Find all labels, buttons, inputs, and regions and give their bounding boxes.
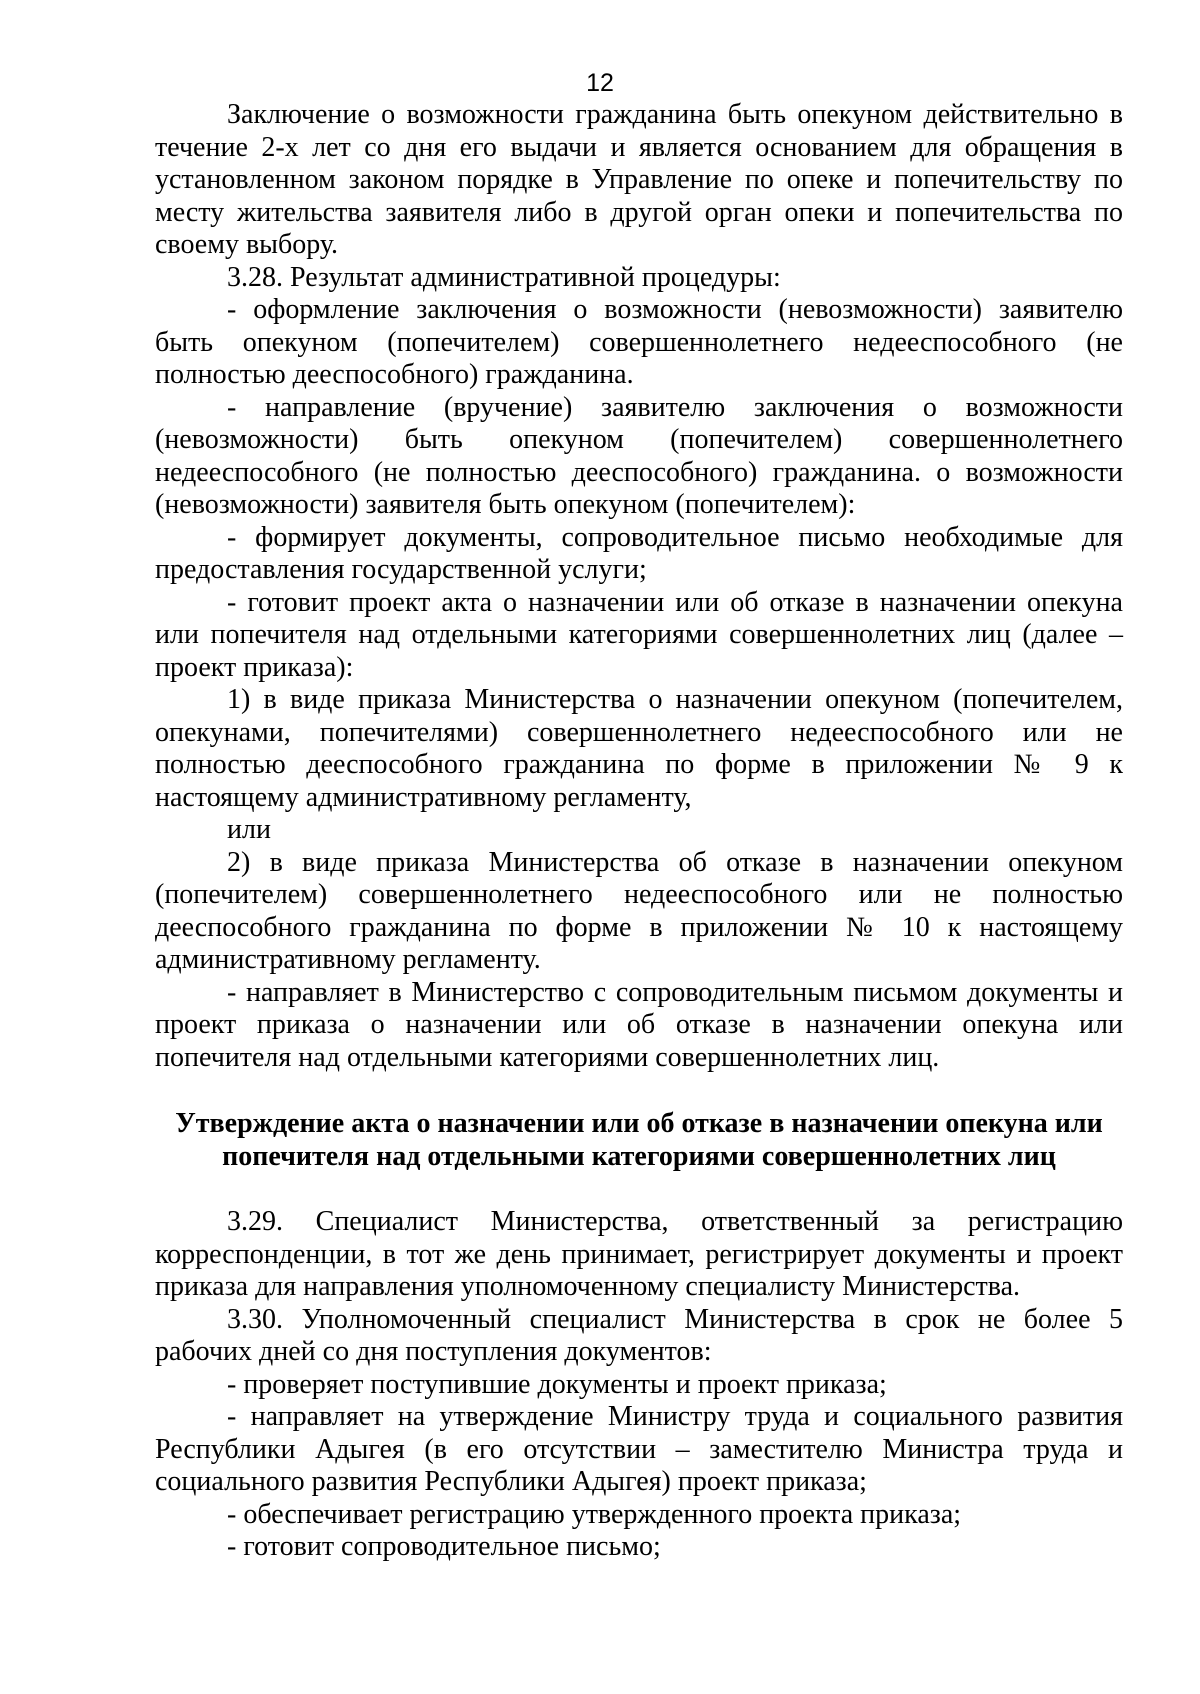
paragraph-3-29: 3.29. Специалист Министерства, ответственный за регистрацию корреспонденции, в тот же день принимает, регистрирует документы и проект приказа для направления уполномоченному специалисту Министерства. [155,1206,1123,1302]
paragraph-3-30: 3.30. Уполномоченный специалист Министерства в срок не более 5 рабочих дней со дня поступления документов: [155,1303,1123,1367]
paragraph-prepares-draft: - готовит проект акта о назначении или об отказе в назначении опекуна или попечителя над отдельными категориями совершеннолетних лиц (далее – проект приказа): [155,586,1123,683]
section-heading-line-2: попечителя над отдельными категориями совершеннолетних лиц [222,1140,1056,1172]
paragraph-or: или [227,814,271,845]
paragraph-checks-documents: - проверяет поступившие документы и проект приказа; [227,1368,887,1400]
section-heading [155,1108,1123,1173]
paragraph-3-28-title: 3.28. Результат административной процедуры: [227,261,781,293]
paragraph-sends-to-ministry: - направляет в Министерство с сопроводительным письмом документы и проект приказа о назначении или об отказе в назначении опекуна или попечителя над отдельными категориями совершеннолетних лиц. [155,976,1123,1073]
paragraph-ensures-registration: - обеспечивает регистрацию утвержденного проекта приказа; [227,1498,962,1530]
page-number: 12 [586,69,614,97]
paragraph-result-item-2: - направление (вручение) заявителю заключения о возможности (невозможности) быть опекуном (попечителем) совершеннолетнего недееспособного (не полностью дееспособного) гражданина. о возможности (невозможности) заявителя быть опекуном (попечителем): [155,391,1123,520]
paragraph-sends-for-approval: - направляет на утверждение Министру труда и социального развития Республики Адыгея (в его отсутствии – заместителю Министра труда и социального развития Республики Адыгея) проект приказа; [155,1401,1123,1497]
paragraph-prepares-letter: - готовит сопроводительное письмо; [227,1531,661,1562]
paragraph-forms-documents: - формирует документы, сопроводительное письмо необходимые для предоставления государственной услуги; [155,521,1123,585]
paragraph-result-item-1: - оформление заключения о возможности (невозможности) заявителю быть опекуном (попечителем) совершеннолетнего недееспособного (не полностью дееспособного) гражданина. [155,294,1123,390]
document-body [155,99,1123,1564]
paragraph-option-2: 2) в виде приказа Министерства об отказе в назначении опекуном (попечителем) совершеннолетнего недееспособного или не полностью дееспособного гражданина по форме в приложении № 10 к настоящему административному регламенту. [155,846,1123,975]
paragraph-conclusion-validity: Заключение о возможности гражданина быть опекуном действительно в течение 2-х лет со дня его выдачи и является основанием для обращения в установленном законом порядке в Управление по опеке и попечительству по месту жительства заявителя либо в другой орган опеки и попечительства по своему выбору. [155,99,1123,260]
section-heading-line-1: Утверждение акта о назначении или об отказе в назначении опекуна или [175,1108,1103,1139]
paragraph-option-1: 1) в виде приказа Министерства о назначении опекуном (попечителем, опекунами, попечителями) совершеннолетнего недееспособного или не полностью дееспособного гражданина по форме в приложении № 9 к настоящему административному регламенту, [155,684,1123,813]
